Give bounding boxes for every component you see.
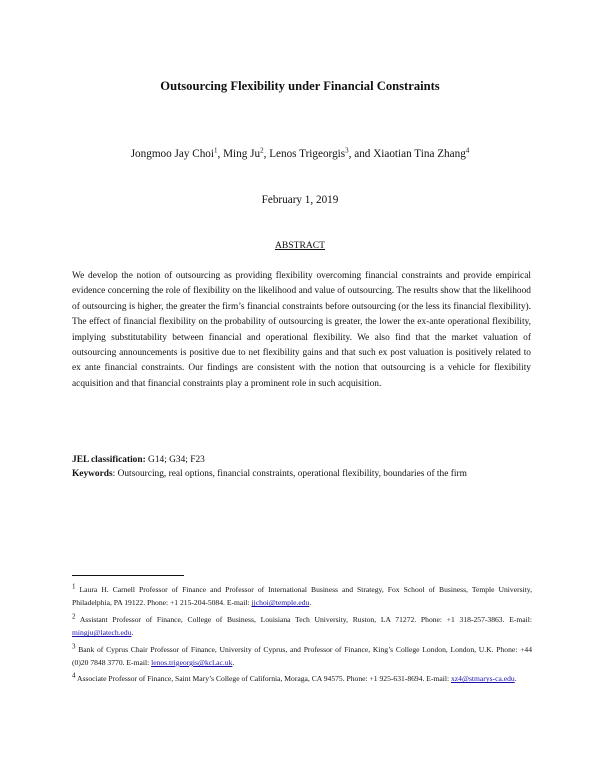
footnote-mark: 4: [72, 671, 76, 680]
author-name: Ming Ju: [223, 148, 261, 160]
email-link[interactable]: mingju@latech.edu: [72, 628, 132, 638]
paper-date: February 1, 2019: [261, 194, 339, 206]
jel-line: [72, 453, 532, 467]
keywords-label: Keywords: [72, 469, 113, 479]
footnote-1: [72, 583, 532, 610]
jel-label: JEL classification:: [72, 455, 146, 465]
footnote-end: .: [232, 658, 235, 668]
author-separator: , and: [348, 148, 374, 160]
footnote-end: .: [514, 674, 517, 684]
email-link[interactable]: lenos.trigeorgis@kcl.ac.uk: [151, 658, 233, 668]
footnote-divider: [72, 575, 184, 576]
author-footnote-mark[interactable]: 3: [345, 146, 349, 155]
paper-title: Outsourcing Flexibility under Financial Constraints: [160, 79, 440, 93]
footnote-end: .: [131, 628, 134, 638]
author-footnote-mark[interactable]: 1: [214, 146, 218, 155]
author-line: [0, 148, 600, 160]
email-link[interactable]: xz4@stmarys-ca.edu: [450, 674, 515, 684]
footnote-mark: 2: [72, 612, 76, 621]
author-footnote-mark[interactable]: 2: [260, 146, 264, 155]
footnote-text: Associate Professor of Finance, Saint Mary’s College of California, Moraga, CA 94575. Phone: +1 925-631-8694. E-mail:: [75, 674, 451, 684]
footnote-mark: 3: [72, 642, 76, 651]
footnotes: [72, 583, 532, 689]
author-name: Xiaotian Tina Zhang: [373, 148, 466, 160]
footnote-4: [72, 672, 532, 685]
footnote-3: [72, 643, 532, 670]
keywords-line: [72, 467, 532, 481]
abstract-heading: [0, 240, 600, 251]
footnote-text: Laura H. Carnell Professor of Finance and Professor of International Business and Strategy, Fox School of Business, Temple University, Philadelphia, PA 19122. Phone: +1 215-204-5084. E-mail:: [72, 585, 532, 608]
footnote-mark: 1: [72, 582, 76, 591]
author-separator: ,: [217, 148, 224, 160]
footnote-2: [72, 613, 532, 640]
jel-value: G14; G34; F23: [145, 455, 205, 465]
abstract-heading-text: ABSTRACT: [274, 240, 326, 251]
footnote-text: Assistant Professor of Finance, College of Business, Louisiana Tech University, Ruston, LA 71272. Phone: +1 318-257-3863. E-mail:: [75, 614, 532, 624]
footnote-text: Bank of Cyprus Chair Professor of Finance, University of Cyprus, and Professor of Finance, King’s College London, London, U.K. Phone: +44 (0)20 7848 3770. E-mail:: [72, 644, 532, 668]
keywords-value: : Outsourcing, real options, financial constraints, operational flexibility, boundaries of the firm: [112, 469, 467, 479]
classification-block: [72, 453, 532, 481]
author-name: Jongmoo Jay Choi: [130, 148, 214, 160]
footnote-end: .: [309, 598, 312, 608]
email-link[interactable]: jjchoi@temple.edu: [251, 598, 310, 608]
author-name: Lenos Trigeorgis: [269, 148, 346, 160]
author-separator: ,: [263, 148, 270, 160]
author-footnote-mark[interactable]: 4: [465, 146, 470, 155]
abstract-body: We develop the notion of outsourcing as providing flexibility overcoming financial constraints and provide empirical evidence concerning the role of flexibility on the likelihood and value of outsourcing. The results show that the likelihood of outsourcing is higher, the greater the firm’s financial constraints before outsourcing (or the less its financial flexibility). The effect of financial flexibility on the probability of outsourcing is greater, the lower the ex-ante operational flexibility, implying substitutability between financial and operational flexibility. We also find that the market valuation of outsourcing announcements is positive due to net flexibility gains and that such ex post valuation is positively related to ex ante financial constraints. Our findings are consistent with the notion that outsourcing is a vehicle for flexibility acquisition and that financial constraints play a prominent role in such acquisition.: [72, 271, 531, 389]
